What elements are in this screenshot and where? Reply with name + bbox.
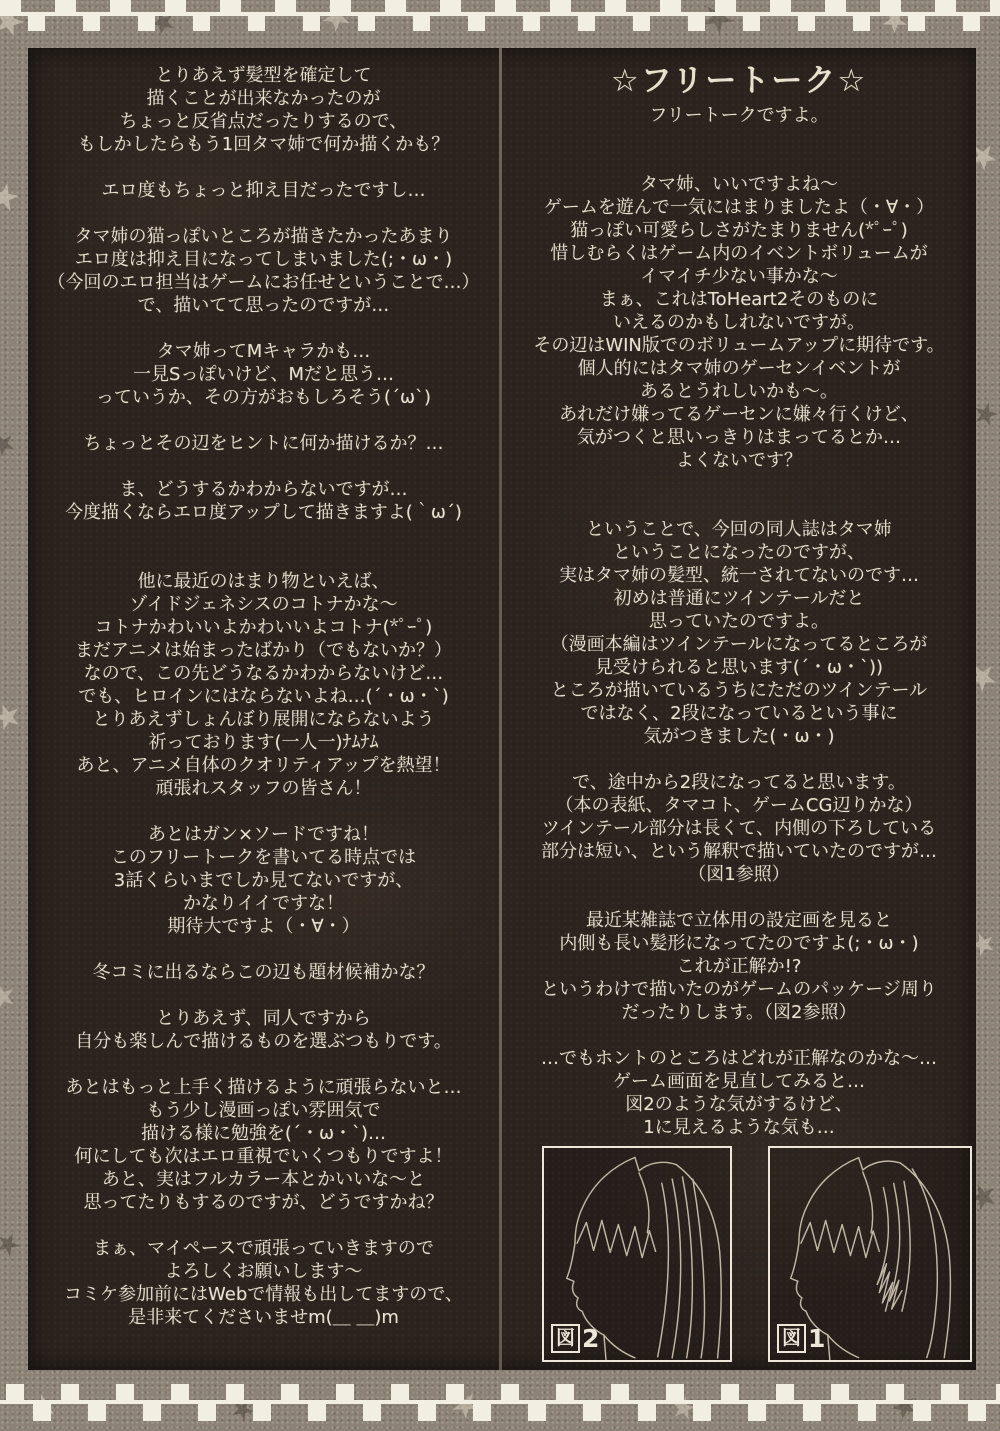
text-line: ゲームを遊んで一気にはまりましたよ（・∀・） bbox=[543, 197, 935, 218]
text-line: でも、ヒロインにはならないよね…(´・ω・`) bbox=[78, 686, 449, 707]
text-line: 最近某雑誌で立体用の設定画を見ると bbox=[586, 910, 892, 931]
text-line: 見受けられると思います(´・ω・`)) bbox=[594, 657, 884, 678]
text-line: 祈っております(一人一)ﾅﾑﾅﾑ bbox=[148, 732, 379, 753]
text-line: ちょっと反省点だったりするので、 bbox=[119, 111, 408, 132]
text-line bbox=[502, 127, 976, 150]
text-line bbox=[502, 495, 976, 518]
star-decoration bbox=[0, 425, 23, 464]
text-line bbox=[28, 800, 499, 823]
text-line bbox=[502, 1024, 976, 1047]
text-line: タマ姉の猫っぽいところが描きたかったあまり bbox=[74, 226, 453, 247]
text-line: 実はタマ姉の髪型、統一されてないのです… bbox=[559, 565, 919, 586]
text-line bbox=[28, 1053, 499, 1076]
text-line: 他に最近のはまり物といえば、 bbox=[137, 571, 390, 592]
text-line: 描くことが出来なかったのが bbox=[146, 88, 381, 109]
star-decoration bbox=[0, 177, 24, 219]
text-line: 図2のような気がするけど、 bbox=[625, 1094, 853, 1115]
figure-box-2 bbox=[542, 1146, 732, 1362]
text-line: エロ度は抑え目になってしまいました(;・ω・) bbox=[74, 249, 453, 270]
text-line: まだアニメは始まったばかり（でもないか？） bbox=[74, 640, 453, 661]
text-line: ゲーム画面を見直してみると… bbox=[613, 1071, 865, 1092]
text-line: よくないです？ bbox=[676, 450, 802, 471]
text-line: かなりイイですな！ bbox=[182, 893, 345, 914]
text-line: だったりします。（図2参照） bbox=[621, 1002, 857, 1023]
text-line: 思っていたのですよ。 bbox=[649, 611, 829, 632]
text-line: ツインテール部分は長くて、内側の下ろしている bbox=[541, 818, 937, 839]
text-line: もしかしたらもう1回タマ姉で何か描くかも？ bbox=[77, 134, 450, 155]
text-line: 期待大ですよ（・∀・） bbox=[167, 916, 360, 937]
text-line: あと、実はフルカラー本とかいいな～と bbox=[101, 1169, 426, 1190]
text-line: 是非来てくださいませm(＿ ＿)m bbox=[128, 1307, 399, 1328]
text-line: これが正解か!? bbox=[676, 956, 802, 977]
right-column-lines bbox=[502, 104, 976, 1139]
text-line: 何にしても次はエロ重視でいくつもりですよ！ bbox=[74, 1146, 453, 1167]
figure-number: 1 bbox=[808, 1324, 826, 1353]
text-line: あとはもっと上手く描けるように頑張らないと… bbox=[65, 1077, 462, 1098]
text-line: このフリートークを書いてる時点では bbox=[110, 847, 417, 868]
text-line: 初めは普通にツインテールだと bbox=[613, 588, 865, 609]
ornament-squares bbox=[0, 1384, 1000, 1401]
text-line: タマ姉ってMキャラかも… bbox=[156, 341, 371, 362]
text-line: とりあえず髪型を確定して bbox=[155, 65, 372, 86]
text-line: ま、どうするかわからないですが… bbox=[119, 479, 408, 500]
text-line: あれだけ嫌ってるゲーセンに嫌々行くけど、 bbox=[559, 404, 919, 425]
text-line: もう少し漫画っぽい雰囲気で bbox=[146, 1100, 381, 1121]
text-line bbox=[28, 984, 499, 1007]
text-line: 描ける様に勉強を(´・ω・`)… bbox=[140, 1123, 387, 1144]
text-line bbox=[28, 317, 499, 340]
ornament-squares bbox=[0, 1404, 1000, 1421]
text-line: その辺はWIN版でのボリュームアップに期待です。 bbox=[533, 335, 945, 356]
text-line: まぁ、マイペースで頑張っていきますので bbox=[93, 1238, 434, 1259]
text-line: （漫画本編はツインテールになってるところが bbox=[550, 634, 928, 655]
text-line: なので、この先どうなるかわからないけど… bbox=[83, 663, 444, 684]
text-line bbox=[28, 524, 499, 547]
text-line: 自分も楽しんで描けるものを選ぶつもりです。 bbox=[75, 1031, 452, 1052]
text-line: とりあえず、同人ですから bbox=[156, 1008, 371, 1029]
figure-number: 2 bbox=[582, 1324, 600, 1353]
text-line: 部分は短い、という解釈で描いていたのですが… bbox=[541, 841, 937, 862]
text-line bbox=[28, 409, 499, 432]
ornament-squares bbox=[0, 16, 1000, 31]
free-talk-title: ☆フリートーク☆ bbox=[610, 63, 868, 99]
top-border-ornament bbox=[0, 0, 1000, 34]
text-line: ちょっとその辺をヒントに何か描けるか？… bbox=[83, 433, 444, 454]
text-line: いえるのかもしれないですが。 bbox=[613, 312, 865, 333]
text-line bbox=[28, 1214, 499, 1237]
text-line: 気がつきました(・ω・) bbox=[643, 726, 835, 747]
text-line: まぁ、これはToHeart2そのものに bbox=[599, 289, 879, 310]
star-decoration bbox=[0, 1226, 26, 1265]
text-line: （本の表紙、タマコト、ゲームCG辺りかな） bbox=[555, 795, 923, 816]
text-line: ということになったのですが、 bbox=[613, 542, 865, 563]
text-line: ところが描いているうちにただのツインテール bbox=[550, 680, 928, 701]
text-line: フリートークですよ。 bbox=[649, 105, 829, 126]
text-line bbox=[502, 748, 976, 771]
figure-glyph-box: 図 bbox=[551, 1324, 580, 1353]
text-line: ゾイドジェネシスのコトナかな～ bbox=[129, 594, 398, 615]
text-line: というわけで描いたのがゲームのパッケージ周り bbox=[541, 979, 937, 1000]
star-decoration bbox=[0, 695, 30, 740]
text-line: よろしくお願いします～ bbox=[164, 1261, 363, 1282]
text-line: 3話くらいまでしか見てないですが、 bbox=[113, 870, 414, 891]
text-line: 今度描くならエロ度アップして描きますよ(｀ω´) bbox=[65, 502, 462, 523]
text-line bbox=[502, 150, 976, 173]
figure-label bbox=[551, 1324, 599, 1353]
text-line: 猫っぽい可愛らしさがたまりません(*ﾟｰﾟ) bbox=[570, 220, 908, 241]
text-line: 内側も長い髪形になってたのですよ(;・ω・) bbox=[559, 933, 919, 954]
text-line bbox=[28, 156, 499, 179]
text-line: 頑張れスタッフの皆さん！ bbox=[155, 778, 372, 799]
text-line: あるとうれしいかも～。 bbox=[640, 381, 838, 402]
text-line: 冬コミに出るならこの辺も題材候補かな？ bbox=[92, 962, 435, 983]
text-line: イマイチ少ない事かな～ bbox=[640, 266, 838, 287]
figure-box-1 bbox=[768, 1146, 972, 1362]
figure-row bbox=[542, 1146, 972, 1362]
text-line: とりあえずしょんぼり展開にならないよう bbox=[92, 709, 435, 730]
text-line bbox=[28, 455, 499, 478]
text-line: 1に見えるような気も… bbox=[643, 1117, 835, 1138]
left-text-column bbox=[28, 48, 499, 1370]
text-line: 思ってたりもするのですが、どうですかね？ bbox=[83, 1192, 444, 1213]
text-line: で、途中から2段になってると思います。 bbox=[572, 772, 906, 793]
text-line: ということで、今回の同人誌はタマ姉 bbox=[586, 519, 892, 540]
text-line: 個人的にはタマ姉のゲーセンイベントが bbox=[577, 358, 901, 379]
text-line: 気がつくと思いっきりはまってるとか… bbox=[577, 427, 901, 448]
text-line bbox=[28, 938, 499, 961]
figure-label bbox=[777, 1324, 825, 1353]
text-line: …でもホントのところはどれが正解なのかな～… bbox=[541, 1048, 937, 1069]
text-line: タマ姉、いいですよね～ bbox=[640, 174, 838, 195]
text-line bbox=[28, 547, 499, 570]
text-line bbox=[28, 202, 499, 225]
content-panel bbox=[28, 48, 976, 1370]
text-line bbox=[502, 886, 976, 909]
text-line: エロ度もちょっと抑え目だったですし… bbox=[101, 180, 426, 201]
text-line: （今回のエロ担当はゲームにお任せということで…） bbox=[47, 272, 480, 293]
right-text-column bbox=[502, 48, 976, 1370]
text-line: コトナかわいいよかわいいよコトナ(*ﾟｰﾟ) bbox=[94, 617, 433, 638]
text-line: 一見Sっぽいけど、Mだと思う… bbox=[133, 364, 394, 385]
text-line: 惜しむらくはゲーム内のイベントボリュームが bbox=[550, 243, 928, 264]
text-line: コミケ参加前にはWebで情報も出してますので、 bbox=[64, 1284, 463, 1305]
figure-glyph-box: 図 bbox=[777, 1324, 806, 1353]
text-line: っていうか、その方がおもしろそう(´ω`) bbox=[95, 387, 432, 408]
bottom-border-ornament bbox=[0, 1384, 1000, 1424]
text-line: で、描いてて思ったのですが… bbox=[137, 295, 390, 316]
text-line: あとはガン×ソードですね！ bbox=[147, 824, 380, 845]
text-line bbox=[502, 472, 976, 495]
text-line: （図1参照） bbox=[688, 864, 790, 885]
star-decoration bbox=[0, 976, 21, 1015]
text-line: あと、アニメ自体のクオリティアップを熱望！ bbox=[76, 755, 451, 776]
text-line: ではなく、2段になっているという事に bbox=[580, 703, 898, 724]
